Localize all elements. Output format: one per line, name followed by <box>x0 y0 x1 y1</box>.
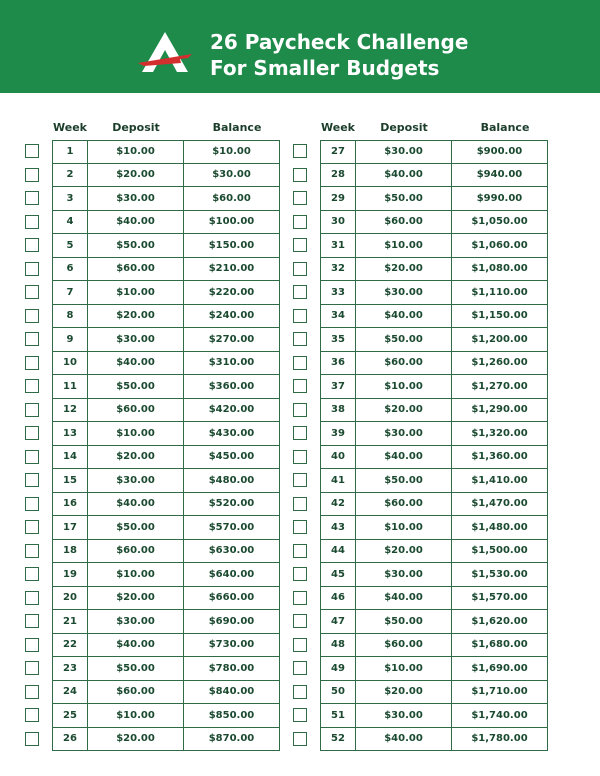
week-cell: 2 <box>52 164 88 188</box>
balance-cell: $450.00 <box>184 446 280 470</box>
balance-cell: $1,360.00 <box>452 446 548 470</box>
week-cell: 44 <box>320 540 356 564</box>
balance-cell: $240.00 <box>184 305 280 329</box>
week-checkbox[interactable] <box>25 567 39 581</box>
week-checkbox[interactable] <box>293 426 307 440</box>
deposit-cell: $20.00 <box>88 305 184 329</box>
balance-cell: $870.00 <box>184 728 280 752</box>
deposit-cell: $10.00 <box>88 422 184 446</box>
balance-cell: $780.00 <box>184 657 280 681</box>
balance-cell: $640.00 <box>184 563 280 587</box>
week-cell: 20 <box>52 587 88 611</box>
balance-cell: $1,080.00 <box>452 258 548 282</box>
deposit-cell: $50.00 <box>88 657 184 681</box>
week-cell: 36 <box>320 352 356 376</box>
deposit-cell: $50.00 <box>356 328 452 352</box>
week-checkbox[interactable] <box>25 732 39 746</box>
week-cell: 27 <box>320 140 356 164</box>
week-checkbox[interactable] <box>293 567 307 581</box>
deposit-header: Deposit <box>112 121 160 134</box>
balance-header: Balance <box>480 121 530 134</box>
week-checkbox[interactable] <box>293 591 307 605</box>
deposit-cell: $60.00 <box>88 399 184 423</box>
balance-cell: $480.00 <box>184 469 280 493</box>
balance-cell: $150.00 <box>184 234 280 258</box>
balance-cell: $1,480.00 <box>452 516 548 540</box>
week-checkbox[interactable] <box>25 144 39 158</box>
deposit-cell: $60.00 <box>88 540 184 564</box>
week-cell: 19 <box>52 563 88 587</box>
balance-cell: $220.00 <box>184 281 280 305</box>
week-checkbox[interactable] <box>293 614 307 628</box>
balance-cell: $1,680.00 <box>452 634 548 658</box>
deposit-cell: $30.00 <box>356 563 452 587</box>
deposit-cell: $30.00 <box>88 610 184 634</box>
deposit-cell: $50.00 <box>88 516 184 540</box>
week-checkbox[interactable] <box>293 708 307 722</box>
balance-cell: $570.00 <box>184 516 280 540</box>
balance-cell: $1,780.00 <box>452 728 548 752</box>
week-cell: 9 <box>52 328 88 352</box>
deposit-cell: $50.00 <box>356 469 452 493</box>
deposit-cell: $30.00 <box>356 140 452 164</box>
balance-cell: $1,060.00 <box>452 234 548 258</box>
week-checkbox[interactable] <box>293 285 307 299</box>
balance-cell: $1,530.00 <box>452 563 548 587</box>
week-cell: 43 <box>320 516 356 540</box>
week-cell: 48 <box>320 634 356 658</box>
week-checkbox[interactable] <box>25 332 39 346</box>
week-cell: 1 <box>52 140 88 164</box>
week-cell: 8 <box>52 305 88 329</box>
week-checkbox[interactable] <box>293 520 307 534</box>
balance-cell: $840.00 <box>184 681 280 705</box>
balance-cell: $1,270.00 <box>452 375 548 399</box>
week-cell: 39 <box>320 422 356 446</box>
balance-header: Balance <box>212 121 262 134</box>
deposit-cell: $20.00 <box>356 681 452 705</box>
deposit-cell: $40.00 <box>356 164 452 188</box>
balance-cell: $100.00 <box>184 211 280 235</box>
week-checkbox[interactable] <box>293 450 307 464</box>
week-checkbox[interactable] <box>25 238 39 252</box>
week-checkbox[interactable] <box>293 356 307 370</box>
deposit-cell: $20.00 <box>88 446 184 470</box>
week-cell: 34 <box>320 305 356 329</box>
deposit-cell: $50.00 <box>356 610 452 634</box>
week-checkbox[interactable] <box>25 661 39 675</box>
week-cell: 45 <box>320 563 356 587</box>
deposit-cell: $50.00 <box>88 375 184 399</box>
week-cell: 4 <box>52 211 88 235</box>
week-cell: 51 <box>320 704 356 728</box>
balance-cell: $1,110.00 <box>452 281 548 305</box>
week-checkbox[interactable] <box>293 403 307 417</box>
balance-cell: $1,470.00 <box>452 493 548 517</box>
week-checkbox[interactable] <box>25 285 39 299</box>
week-cell: 35 <box>320 328 356 352</box>
week-checkbox[interactable] <box>293 262 307 276</box>
week-checkbox[interactable] <box>25 638 39 652</box>
balance-cell: $1,320.00 <box>452 422 548 446</box>
week-checkbox[interactable] <box>293 661 307 675</box>
week-checkbox[interactable] <box>25 215 39 229</box>
deposit-cell: $30.00 <box>88 328 184 352</box>
balance-cell: $310.00 <box>184 352 280 376</box>
week-cell: 3 <box>52 187 88 211</box>
week-cell: 29 <box>320 187 356 211</box>
week-cell: 18 <box>52 540 88 564</box>
week-cell: 22 <box>52 634 88 658</box>
week-checkbox[interactable] <box>25 591 39 605</box>
week-checkbox[interactable] <box>293 144 307 158</box>
balance-cell: $1,710.00 <box>452 681 548 705</box>
week-header: Week <box>53 121 87 134</box>
deposit-cell: $10.00 <box>356 516 452 540</box>
balance-cell: $1,260.00 <box>452 352 548 376</box>
deposit-cell: $10.00 <box>88 704 184 728</box>
week-cell: 16 <box>52 493 88 517</box>
deposit-cell: $20.00 <box>88 728 184 752</box>
balance-cell: $1,150.00 <box>452 305 548 329</box>
balance-cell: $1,200.00 <box>452 328 548 352</box>
deposit-cell: $20.00 <box>356 540 452 564</box>
balance-cell: $210.00 <box>184 258 280 282</box>
deposit-cell: $40.00 <box>356 587 452 611</box>
week-checkbox[interactable] <box>25 426 39 440</box>
week-checkbox[interactable] <box>293 497 307 511</box>
deposit-cell: $60.00 <box>356 211 452 235</box>
arrow-a-logo-icon <box>136 30 194 74</box>
balance-cell: $520.00 <box>184 493 280 517</box>
balance-cell: $630.00 <box>184 540 280 564</box>
deposit-cell: $50.00 <box>88 234 184 258</box>
deposit-cell: $10.00 <box>88 281 184 305</box>
balance-cell: $1,410.00 <box>452 469 548 493</box>
week-checkbox[interactable] <box>25 497 39 511</box>
week-checkbox[interactable] <box>25 473 39 487</box>
week-cell: 10 <box>52 352 88 376</box>
week-cell: 17 <box>52 516 88 540</box>
week-cell: 11 <box>52 375 88 399</box>
deposit-cell: $40.00 <box>88 352 184 376</box>
week-checkbox[interactable] <box>25 168 39 182</box>
week-cell: 31 <box>320 234 356 258</box>
week-checkbox[interactable] <box>293 191 307 205</box>
deposit-cell: $60.00 <box>356 352 452 376</box>
week-cell: 38 <box>320 399 356 423</box>
week-cell: 49 <box>320 657 356 681</box>
week-cell: 21 <box>52 610 88 634</box>
week-checkbox[interactable] <box>293 168 307 182</box>
week-checkbox[interactable] <box>293 379 307 393</box>
week-checkbox[interactable] <box>293 473 307 487</box>
week-checkbox[interactable] <box>25 191 39 205</box>
week-cell: 24 <box>52 681 88 705</box>
week-cell: 46 <box>320 587 356 611</box>
week-checkbox[interactable] <box>25 379 39 393</box>
week-cell: 50 <box>320 681 356 705</box>
deposit-cell: $40.00 <box>88 211 184 235</box>
week-checkbox[interactable] <box>293 309 307 323</box>
balance-cell: $1,570.00 <box>452 587 548 611</box>
week-cell: 40 <box>320 446 356 470</box>
week-cell: 47 <box>320 610 356 634</box>
week-cell: 41 <box>320 469 356 493</box>
balance-cell: $30.00 <box>184 164 280 188</box>
balance-cell: $730.00 <box>184 634 280 658</box>
balance-cell: $690.00 <box>184 610 280 634</box>
deposit-cell: $40.00 <box>356 728 452 752</box>
deposit-cell: $30.00 <box>88 187 184 211</box>
week-checkbox[interactable] <box>25 520 39 534</box>
balance-cell: $1,290.00 <box>452 399 548 423</box>
balance-cell: $360.00 <box>184 375 280 399</box>
week-checkbox[interactable] <box>293 238 307 252</box>
week-cell: 5 <box>52 234 88 258</box>
deposit-cell: $10.00 <box>88 140 184 164</box>
balance-cell: $940.00 <box>452 164 548 188</box>
week-checkbox[interactable] <box>25 708 39 722</box>
balance-cell: $1,620.00 <box>452 610 548 634</box>
week-checkbox[interactable] <box>25 356 39 370</box>
week-cell: 25 <box>52 704 88 728</box>
deposit-cell: $60.00 <box>356 634 452 658</box>
balance-cell: $900.00 <box>452 140 548 164</box>
week-cell: 15 <box>52 469 88 493</box>
deposit-cell: $20.00 <box>88 587 184 611</box>
week-checkbox[interactable] <box>25 450 39 464</box>
deposit-cell: $10.00 <box>356 657 452 681</box>
week-cell: 7 <box>52 281 88 305</box>
week-header: Week <box>321 121 355 134</box>
week-cell: 42 <box>320 493 356 517</box>
week-cell: 12 <box>52 399 88 423</box>
deposit-cell: $60.00 <box>356 493 452 517</box>
deposit-cell: $50.00 <box>356 187 452 211</box>
deposit-cell: $20.00 <box>356 258 452 282</box>
deposit-cell: $10.00 <box>356 375 452 399</box>
deposit-cell: $30.00 <box>356 422 452 446</box>
balance-cell: $660.00 <box>184 587 280 611</box>
week-cell: 30 <box>320 211 356 235</box>
week-checkbox[interactable] <box>293 638 307 652</box>
deposit-cell: $40.00 <box>88 493 184 517</box>
deposit-cell: $30.00 <box>88 469 184 493</box>
week-cell: 14 <box>52 446 88 470</box>
deposit-cell: $60.00 <box>88 681 184 705</box>
deposit-cell: $20.00 <box>88 164 184 188</box>
title-line-1: 26 Paycheck Challenge <box>210 30 469 54</box>
balance-cell: $420.00 <box>184 399 280 423</box>
title-line-2: For Smaller Budgets <box>210 56 440 80</box>
balance-cell: $430.00 <box>184 422 280 446</box>
balance-cell: $850.00 <box>184 704 280 728</box>
page-header <box>0 0 600 93</box>
balance-cell: $1,690.00 <box>452 657 548 681</box>
deposit-cell: $10.00 <box>356 234 452 258</box>
week-cell: 37 <box>320 375 356 399</box>
page-title <box>210 29 468 81</box>
week-checkbox[interactable] <box>25 403 39 417</box>
deposit-cell: $20.00 <box>356 399 452 423</box>
week-cell: 6 <box>52 258 88 282</box>
balance-cell: $1,740.00 <box>452 704 548 728</box>
balance-cell: $1,500.00 <box>452 540 548 564</box>
week-cell: 33 <box>320 281 356 305</box>
week-checkbox[interactable] <box>25 309 39 323</box>
balance-cell: $990.00 <box>452 187 548 211</box>
deposit-cell: $30.00 <box>356 281 452 305</box>
week-cell: 26 <box>52 728 88 752</box>
deposit-cell: $10.00 <box>88 563 184 587</box>
week-cell: 28 <box>320 164 356 188</box>
week-cell: 32 <box>320 258 356 282</box>
deposit-header: Deposit <box>380 121 428 134</box>
week-checkbox[interactable] <box>25 544 39 558</box>
deposit-cell: $40.00 <box>356 446 452 470</box>
deposit-cell: $40.00 <box>356 305 452 329</box>
deposit-cell: $40.00 <box>88 634 184 658</box>
week-checkbox[interactable] <box>293 685 307 699</box>
week-checkbox[interactable] <box>293 544 307 558</box>
week-cell: 13 <box>52 422 88 446</box>
balance-cell: $10.00 <box>184 140 280 164</box>
balance-cell: $60.00 <box>184 187 280 211</box>
week-checkbox[interactable] <box>293 332 307 346</box>
week-cell: 52 <box>320 728 356 752</box>
week-checkbox[interactable] <box>25 685 39 699</box>
deposit-cell: $60.00 <box>88 258 184 282</box>
week-cell: 23 <box>52 657 88 681</box>
deposit-cell: $30.00 <box>356 704 452 728</box>
balance-cell: $1,050.00 <box>452 211 548 235</box>
week-checkbox[interactable] <box>293 215 307 229</box>
week-checkbox[interactable] <box>25 614 39 628</box>
week-checkbox[interactable] <box>25 262 39 276</box>
week-checkbox[interactable] <box>293 732 307 746</box>
balance-cell: $270.00 <box>184 328 280 352</box>
